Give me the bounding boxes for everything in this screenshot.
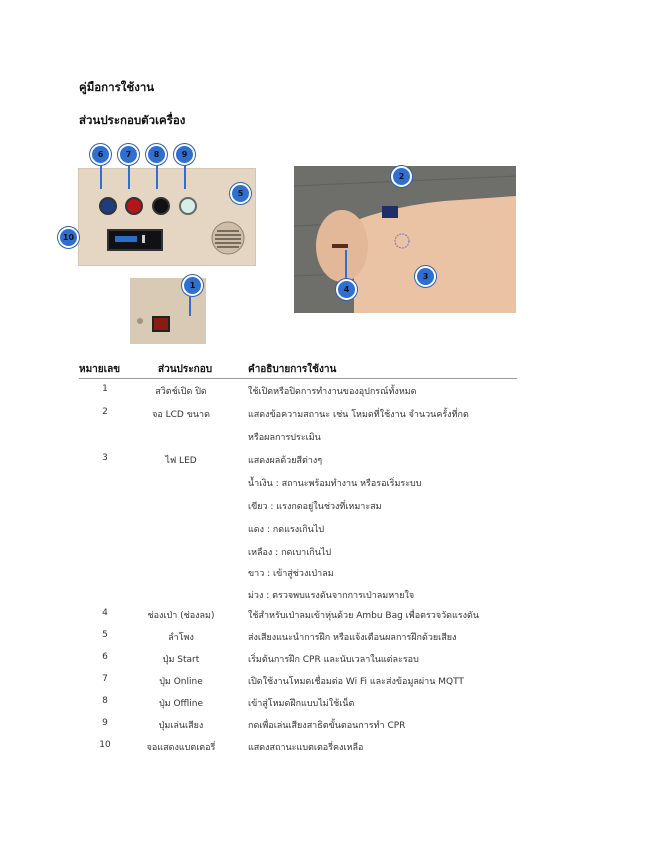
row-9-component: ปุ่มเล่นเสียง [158,721,204,731]
row-6-number: 6 [102,652,108,662]
row-10-description: แสดงสถานะแบตเตอรี่คงเหลือ [248,743,364,753]
mannequin-illustration [294,166,516,313]
row-10-number: 10 [99,740,111,750]
row-5-number: 5 [102,630,108,640]
row-2-component: จอ LCD ขนาด [152,410,210,420]
row-7-component: ปุ่ม Online [159,677,203,687]
header-description: คำอธิบายการใช้งาน [248,364,337,375]
header-component: ส่วนประกอบ [158,364,213,375]
row-7-number: 7 [102,674,108,684]
row-1-number: 1 [102,384,108,394]
row-8-component: ปุ่ม Offline [158,699,204,709]
row-8-description: เข้าสู่โหมดฝึกแบบไม่ใช้เน็ต [248,699,355,709]
row-2-number: 2 [102,407,108,417]
marker-5: 5 [230,183,251,204]
speaker-grille-icon [211,221,245,255]
battery-lcd [107,229,163,251]
row-3-description-line-2: น้ำเงิน : สถานะพร้อมทำงาน หรือรอเริ่มระบบ [248,479,422,489]
row-4-description: ใช้สำหรับเป่าลมเข้าหุ่นด้วย Ambu Bag เพื่อตรวจวัดแรงดัน [248,611,480,621]
marker-8: 8 [146,144,167,165]
row-2-description-line-1: แสดงข้อความสถานะ เช่น โหมดที่ใช้งาน จำนวนครั้งที่กด [248,410,469,420]
row-3-description-line-6: ขาว : เข้าสู่ช่วงเป่าลม [248,569,334,579]
sound-button-led [179,197,197,215]
marker-3: 3 [415,266,436,287]
device-panel-photo [78,168,256,266]
online-button-led [125,197,143,215]
components-title: ส่วนประกอบตัวเครื่อง [79,113,186,127]
row-9-description: กดเพื่อเล่นเสียงสาธิตขั้นตอนการทำ CPR [248,721,406,731]
marker-4: 4 [336,279,357,300]
row-3-description-line-4: แดง : กดแรงเกินไป [248,525,325,535]
row-6-component: ปุ่ม Start [162,655,200,665]
mannequin-photo [294,166,516,313]
header-number: หมายเลข [79,364,121,375]
marker-10: 10 [58,227,79,248]
row-5-component: ลำโพง [168,633,194,643]
header-divider [79,378,517,379]
marker-2: 2 [391,166,412,187]
offline-button-led [152,197,170,215]
row-3-number: 3 [102,453,108,463]
row-4-component: ช่องเป่า (ช่องลม) [147,611,215,621]
start-button-led [99,197,117,215]
row-3-description-line-1: แสดงผลด้วยสีต่างๆ [248,456,323,466]
row-8-number: 8 [102,696,108,706]
row-6-description: เริ่มต้นการฝึก CPR และนับเวลาในแต่ละรอบ [248,655,419,665]
row-3-component: ไฟ LED [165,456,197,466]
row-1-description: ใช้เปิดหรือปิดการทำงานของอุปกรณ์ทั้งหมด [248,387,417,397]
row-4-number: 4 [102,608,108,618]
row-7-description: เปิดใช้งานโหมดเชื่อมต่อ Wi Fi และส่งข้อมูลผ่าน MQTT [248,677,464,687]
manual-title: คู่มือการใช้งาน [79,80,155,94]
row-5-description: ส่งเสียงแนะนำการฝึก หรือแจ้งเตือนผลการฝึกด้วยเสียง [248,633,457,643]
row-3-description-line-5: เหลือง : กดเบาเกินไป [248,548,332,558]
marker-1: 1 [182,275,203,296]
row-3-description-line-3: เขียว : แรงกดอยู่ในช่วงที่เหมาะสม [248,502,382,512]
marker-9: 9 [174,144,195,165]
marker-7: 7 [118,144,139,165]
row-1-component: สวิตช์เปิด ปิด [155,387,207,397]
row-9-number: 9 [102,718,108,728]
row-10-component: จอแสดงแบตเตอรี่ [146,743,216,753]
row-3-description-line-7: ม่วง : ตรวจพบแรงดันจากการเป่าลมหายใจ [248,591,415,601]
marker-6: 6 [90,144,111,165]
row-2-description-line-2: หรือผลการประเมิน [248,433,321,443]
power-switch-icon [152,316,170,332]
